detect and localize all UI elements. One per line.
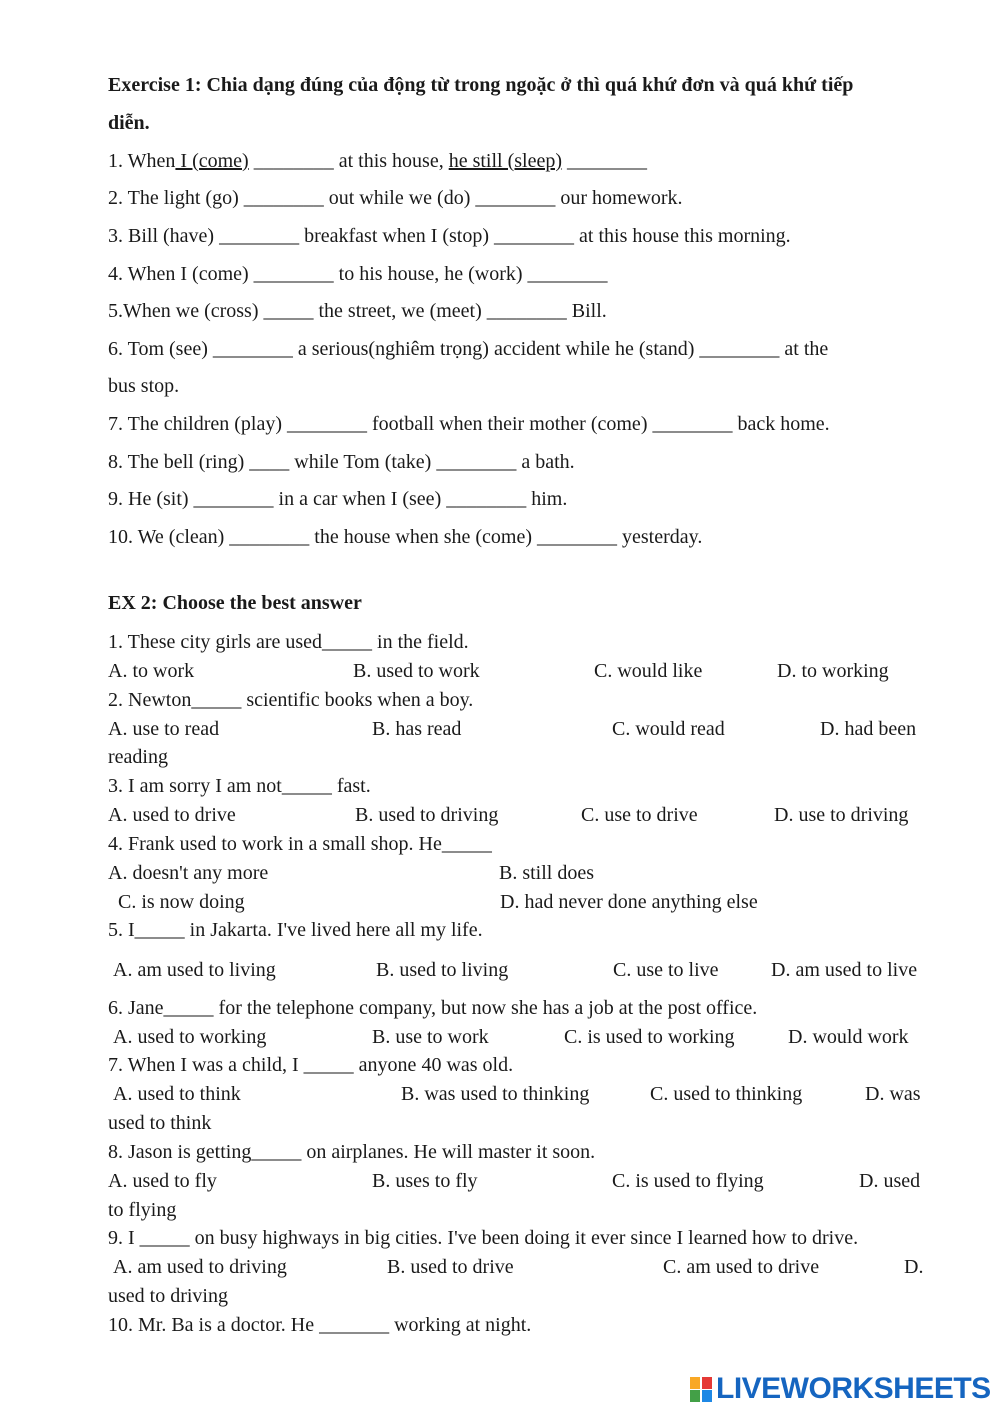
option-d-cont: to flying (108, 1199, 177, 1221)
ex1-question-5: 5.When we (cross) _____ the street, we (meet) ________ Bill. (108, 300, 607, 322)
ex2-question-1: 1. These city girls are used_____ in the field. (108, 631, 469, 653)
option-d: D. had never done anything else (500, 891, 758, 913)
option-d: D. would work (788, 1026, 909, 1048)
ex1-question-6-cont: bus stop. (108, 375, 180, 397)
option-c: C. is used to flying (612, 1170, 764, 1192)
option-c: C. would like (594, 660, 703, 682)
option-c: C. use to live (613, 959, 719, 981)
ex1-question-4: 4. When I (come) ________ to his house, he (work) ________ (108, 263, 608, 285)
option-c: C. am used to drive (663, 1256, 820, 1278)
option-b: B. used to work (353, 660, 480, 682)
option-a: A. am used to living (113, 959, 276, 981)
option-d: D. was (865, 1083, 921, 1105)
option-d: D. am used to live (771, 959, 918, 981)
ex1-question-8: 8. The bell (ring) ____ while Tom (take) ________ a bath. (108, 451, 575, 473)
ex1-question-1: 1. When I (come) ________ at this house, he still (sleep) ________ (108, 150, 648, 172)
option-d: D. used (859, 1170, 921, 1192)
brand-name: LIVEWORKSHEETS (716, 1372, 991, 1405)
ex1-question-3: 3. Bill (have) ________ breakfast when I (stop) ________ at this house this morning. (108, 225, 791, 247)
option-b: B. used to driving (355, 804, 499, 826)
ex2-question-6: 6. Jane_____ for the telephone company, but now she has a job at the post office. (108, 997, 758, 1019)
option-c: C. used to thinking (650, 1083, 803, 1105)
ex1-question-9: 9. He (sit) ________ in a car when I (see) ________ him. (108, 488, 568, 510)
underlined-subject-2: he still (sleep) (448, 150, 563, 172)
ex2-question-9: 9. I _____ on busy highways in big cities. I've been doing it ever since I learned how to drive. (108, 1227, 859, 1249)
option-a: A. used to drive (108, 804, 236, 826)
option-a: A. used to think (113, 1083, 241, 1105)
ex2-question-10: 10. Mr. Ba is a doctor. He _______ working at night. (108, 1314, 532, 1336)
ex1-question-10: 10. We (clean) ________ the house when she (come) ________ yesterday. (108, 526, 703, 548)
option-a: A. am used to driving (113, 1256, 287, 1278)
option-d-cont: used to think (108, 1112, 212, 1134)
option-b: B. was used to thinking (401, 1083, 590, 1105)
option-c: C. is used to working (564, 1026, 735, 1048)
ex2-question-4: 4. Frank used to work in a small shop. He_____ (108, 833, 492, 855)
exercise-1-title: Exercise 1: Chia dạng đúng của động từ trong ngoặc ở thì quá khứ đơn và quá khứ tiếp (108, 74, 854, 96)
logo-grid-icon (690, 1375, 714, 1403)
underlined-subject-1: I (come) (175, 150, 249, 172)
option-c: C. is now doing (118, 891, 245, 913)
liveworksheets-logo (690, 1372, 991, 1406)
option-b: B. uses to fly (372, 1170, 478, 1192)
option-d: D. use to driving (774, 804, 909, 826)
option-b: B. still does (499, 862, 595, 884)
option-d: D. (904, 1256, 924, 1278)
exercise-1-title-cont: diễn. (108, 112, 150, 134)
ex2-question-7: 7. When I was a child, I _____ anyone 40 was old. (108, 1054, 514, 1076)
option-a: A. used to fly (108, 1170, 217, 1192)
ex2-question-2: 2. Newton_____ scientific books when a boy. (108, 689, 474, 711)
option-a: A. used to working (113, 1026, 267, 1048)
option-a: A. use to read (108, 718, 220, 740)
option-a: A. doesn't any more (108, 862, 269, 884)
ex2-question-5: 5. I_____ in Jakarta. I've lived here all my life. (108, 919, 483, 941)
option-c: C. would read (612, 718, 725, 740)
exercise-2-title: EX 2: Choose the best answer (108, 592, 362, 614)
option-b: B. used to drive (387, 1256, 514, 1278)
option-a: A. to work (108, 660, 195, 682)
option-b: B. use to work (372, 1026, 489, 1048)
ex2-question-8: 8. Jason is getting_____ on airplanes. He will master it soon. (108, 1141, 596, 1163)
option-d-cont: reading (108, 746, 168, 768)
ex1-question-2: 2. The light (go) ________ out while we (do) ________ our homework. (108, 187, 683, 209)
option-b: B. has read (372, 718, 462, 740)
option-d: D. had been (820, 718, 917, 740)
option-d: D. to working (777, 660, 889, 682)
option-b: B. used to living (376, 959, 509, 981)
ex1-question-7: 7. The children (play) ________ football when their mother (come) ________ back home. (108, 413, 830, 435)
option-c: C. use to drive (581, 804, 698, 826)
option-d-cont: used to driving (108, 1285, 228, 1307)
ex2-question-3: 3. I am sorry I am not_____ fast. (108, 775, 371, 797)
ex1-question-6: 6. Tom (see) ________ a serious(nghiêm trọng) accident while he (stand) ________ at the (108, 338, 829, 360)
